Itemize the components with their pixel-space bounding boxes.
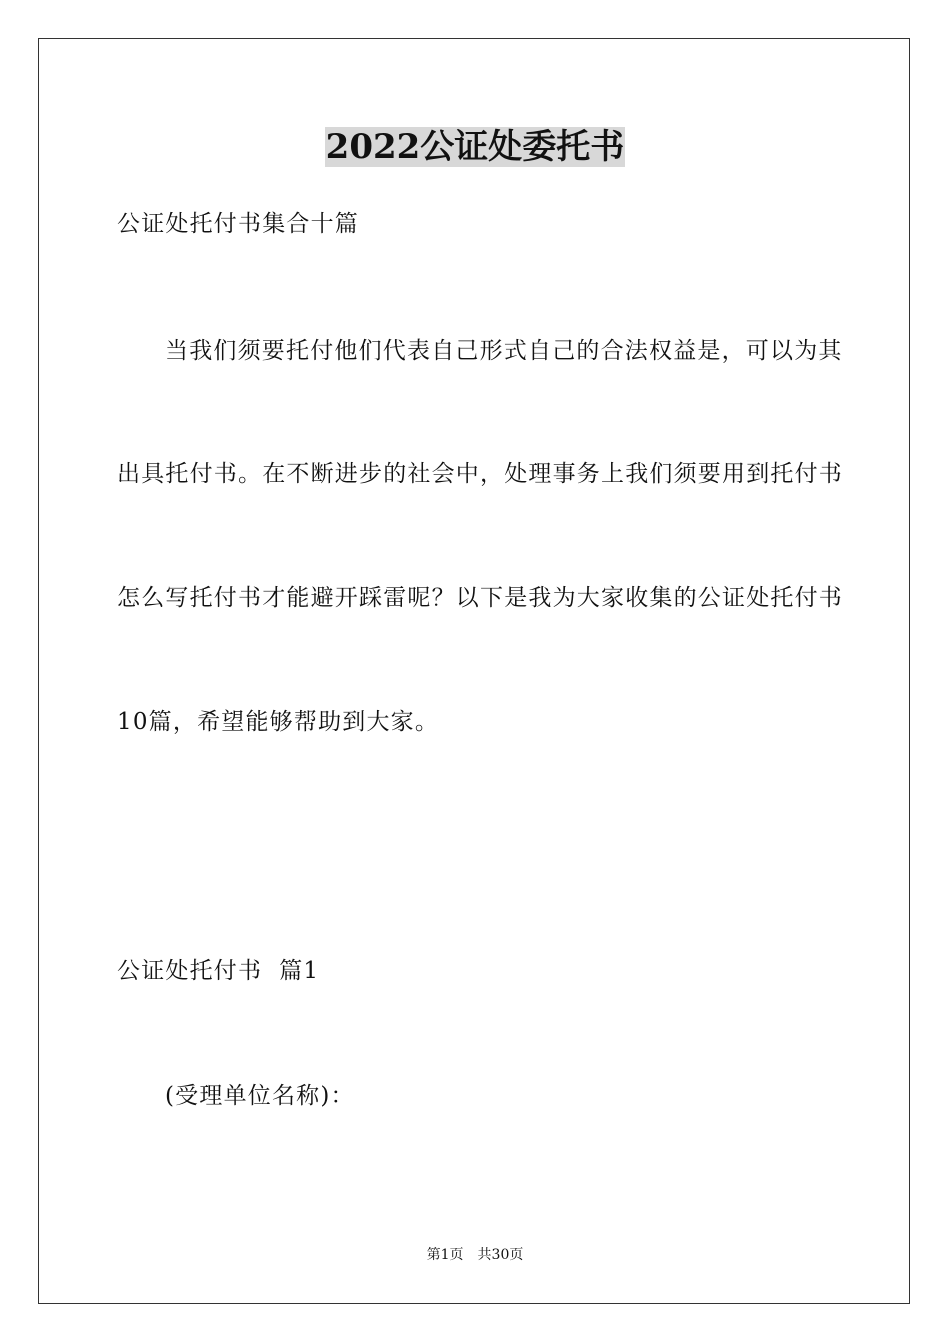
section-first-line: (受理单位名称)： (165, 1083, 355, 1109)
document-subtitle: 公证处托付书集合十篇 (117, 211, 359, 237)
intro-line-3: 怎么写托付书才能避开踩雷呢？以下是我为大家收集的公证处托付书 (117, 585, 843, 611)
section-heading: 公证处托付书 篇1 (117, 958, 320, 984)
intro-line-1: 当我们须要托付他们代表自己形式自己的合法权益是，可以为其 (165, 338, 843, 364)
document-title-text: 2022公证处委托书 (325, 127, 625, 167)
page-footer: 第1页 共30页 (426, 1247, 524, 1263)
document-title (0, 126, 950, 168)
intro-line-2: 出具托付书。在不断进步的社会中，处理事务上我们须要用到托付书 (117, 461, 843, 487)
intro-line-4: 10篇，希望能够帮助到大家。 (117, 709, 440, 735)
